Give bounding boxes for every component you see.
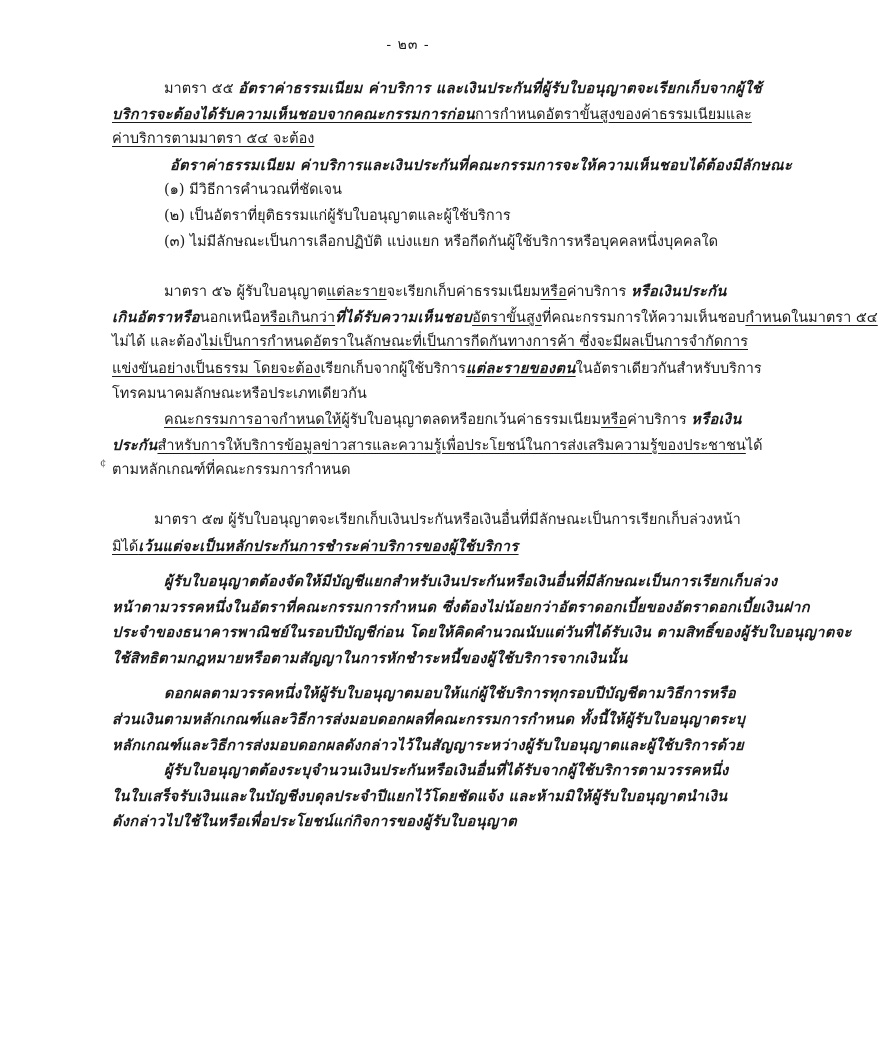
handwritten-insert: บริการจะต้องได้รับความเห็นชอบจากคณะกรรมการก่อน	[112, 105, 475, 123]
section-56-line-5: โทรคมนาคมลักษณะหรือประเภทเดียวกัน	[112, 385, 367, 402]
handwritten-insert: หรือเงิน	[691, 411, 742, 429]
section-57-line-2	[112, 534, 742, 560]
underlined-text: การกำหนดอัตราขั้นสูงของค่าธรรมเนียมและ	[475, 106, 752, 123]
underlined-text: ไม่เป็นการกำหนดอัตราในลักษณะที่เป็นการกีดกันทางการค้า ซึ่งจะมีผลเป็นการจำกัดการ	[201, 334, 748, 351]
underlined-text: แต่ละราย	[326, 284, 387, 301]
spacer	[112, 255, 742, 279]
handwritten-insert: เกินอัตราหรือ	[112, 308, 200, 326]
spacer	[112, 559, 742, 569]
section-55-line-1	[112, 76, 763, 102]
underlined-text: คณะกรรมการอาจกำหนดให้	[164, 412, 342, 429]
underlined-text: แข่งขันอย่างเป็นธรรม โดยจะต้อง	[112, 360, 321, 377]
handwritten-insert: ที่ได้รับความเห็นชอบ	[335, 308, 473, 326]
page-number: - ๒๓ -	[386, 37, 430, 53]
section-56-line-2	[112, 305, 878, 331]
section-55-line-4	[112, 153, 793, 179]
text-run: ในอัตราเดียวกันสำหรับบริการ	[575, 360, 762, 377]
text-run: ลดหรือยกเว้นค่าธรรมเนียม	[431, 412, 602, 429]
section-55-heading: มาตรา ๕๕	[164, 81, 239, 97]
section-56-line-4	[112, 356, 762, 382]
section-56-line-6	[112, 407, 742, 433]
section-56-line-8: ตามหลักเกณฑ์ที่คณะกรรมการกำหนด	[112, 462, 351, 479]
section-57-p1-line: หน้าตามวรรคหนึ่งในอัตราที่คณะกรรมการกำหนด ซึ่งต้องไม่น้อยกว่าอัตราดอกเบี้ยของอัตราดอกเบี้ยเงินฝาก	[112, 598, 810, 616]
handwritten-insert: ประกัน	[112, 436, 158, 454]
text-run: ค่าบริการ	[627, 412, 692, 429]
list-item-2: (๒) เป็นอัตราที่ยุติธรรมแก่ผู้รับใบอนุญาตและผู้ใช้บริการ	[164, 207, 511, 224]
handwritten-insert: หรือเงินประกัน	[630, 283, 727, 301]
underlined-text: ค่าบริการตามมาตรา ๕๔ จะต้อง	[112, 131, 315, 148]
section-56-line-7	[112, 433, 763, 459]
underlined-text: อัตราขั้นสูง	[472, 309, 542, 326]
section-56-line-1	[112, 279, 742, 305]
margin-mark: ¢	[100, 458, 107, 469]
spacer	[112, 671, 742, 681]
handwritten-insert: อัตราค่าธรรมเนียม ค่าบริการและเงินประกันที่คณะกรรมการจะให้ความเห็นชอบได้ต้องมีลักษณะ	[170, 156, 793, 174]
section-57-p3-line: ในใบเสร็จรับเงินและในบัญชีงบดุลประจำปีแยกไว้โดยชัดแจ้ง และห้ามมิให้ผู้รับใบอนุญาตนำเงิน	[112, 787, 728, 805]
section-56-line-3	[112, 330, 748, 356]
text-run: จะเรียกเก็บค่าธรรมเนียม	[386, 284, 541, 301]
document-body	[112, 76, 878, 835]
section-57-p3-line: ผู้รับใบอนุญาตต้องระบุจำนวนเงินประกันหรือเงินอื่นที่ได้รับจากผู้ใช้บริการตามวรรคหนึ่ง	[164, 762, 729, 780]
handwritten-insert: เว้นแต่จะเป็นหลักประกันการชำระค่าบริการของผู้ใช้บริการ	[138, 537, 519, 555]
text-run: ไม่ได้ และต้อง	[112, 334, 202, 351]
handwritten-insert: แต่ละรายของตน	[465, 359, 576, 377]
section-57-p1-line: ใช้สิทธิตามกฎหมายหรือตามสัญญาในการหักชำระหนี้ของผู้ใช้บริการจากเงินนั้น	[112, 649, 628, 667]
section-57-p1-line: ผู้รับใบอนุญาตต้องจัดให้มีบัญชีแยกสำหรับเงินประกันหรือเงินอื่นที่มีลักษณะเป็นการเรียกเก็บล่วง	[164, 573, 778, 591]
section-57-p1-line: ประจำของธนาคารพาณิชย์ในรอบปีบัญชีก่อน โดยให้คิดคำนวณนับแต่วันที่ได้รับเงิน ตามสิทธิ์ของผู้รับใบอนุญาตจะ	[112, 624, 852, 642]
text-run: ค่าบริการ	[566, 284, 631, 301]
text-run: ได้	[745, 437, 763, 454]
text-run: ที่คณะกรรมการให้ความเห็นชอบ	[541, 309, 746, 326]
list-item-1: (๑) มีวิธีการคำนวณที่ชัดเจน	[164, 182, 342, 199]
section-57-p2-line: ดอกผลตามวรรคหนึ่งให้ผู้รับใบอนุญาตมอบให้แก่ผู้ใช้บริการทุกรอบปีบัญชีตามวิธีการหรือ	[164, 685, 736, 703]
underlined-text: หรือ	[601, 412, 628, 429]
underlined-text: สำหรับการให้บริการข้อมูลข่าวสารและความรู้เพื่อประโยชน์ในการส่งเสริมความรู้ของประชาชน	[157, 437, 746, 454]
section-55-line-2	[112, 102, 752, 128]
text-run: ผู้รับใบอนุญาต	[341, 412, 432, 429]
section-57-line-1: มาตรา ๕๗ ผู้รับใบอนุญาตจะเรียกเก็บเงินประกันหรือเงินอื่นที่มีลักษณะเป็นการเรียกเก็บล่วงหน้า	[154, 511, 741, 528]
section-57-p3-line: ดังกล่าวไปใช้ในหรือเพื่อประโยชน์แก่กิจการของผู้รับใบอนุญาต	[112, 813, 518, 831]
spacer	[112, 484, 742, 508]
list-item-3: (๓) ไม่มีลักษณะเป็นการเลือกปฏิบัติ แบ่งแยก หรือกีดกันผู้ใช้บริการหรือบุคคลหนึ่งบุคคลใด	[164, 233, 718, 250]
underlined-text: มิได้	[112, 538, 139, 555]
underlined-text: หรือ	[540, 284, 567, 301]
text-run: นอกเหนือ	[199, 309, 261, 326]
handwritten-insert: อัตราค่าธรรมเนียม ค่าบริการ และเงินประกันที่ผู้รับใบอนุญาตจะเรียกเก็บจากผู้ใช้	[238, 80, 763, 97]
text-run: เรียกเก็บจากผู้ใช้บริการ	[320, 360, 466, 377]
section-56-heading: มาตรา ๕๖ ผู้รับใบอนุญาต	[164, 284, 327, 301]
underlined-text: หรือเกินกว่า	[260, 309, 336, 326]
section-57-p2-line: หลักเกณฑ์และวิธีการส่งมอบดอกผลดังกล่าวไว้ในสัญญาระหว่างผู้รับใบอนุญาตและผู้ใช้บริการด้วย	[112, 736, 745, 754]
section-55-line-3	[112, 127, 742, 153]
section-57-p2-line: ส่วนเงินตามหลักเกณฑ์และวิธีการส่งมอบดอกผลที่คณะกรรมการกำหนด ทั้งนี้ให้ผู้รับใบอนุญาตระบุ	[112, 711, 746, 729]
underlined-text: กำหนดในมาตรา ๕๔	[745, 309, 878, 326]
